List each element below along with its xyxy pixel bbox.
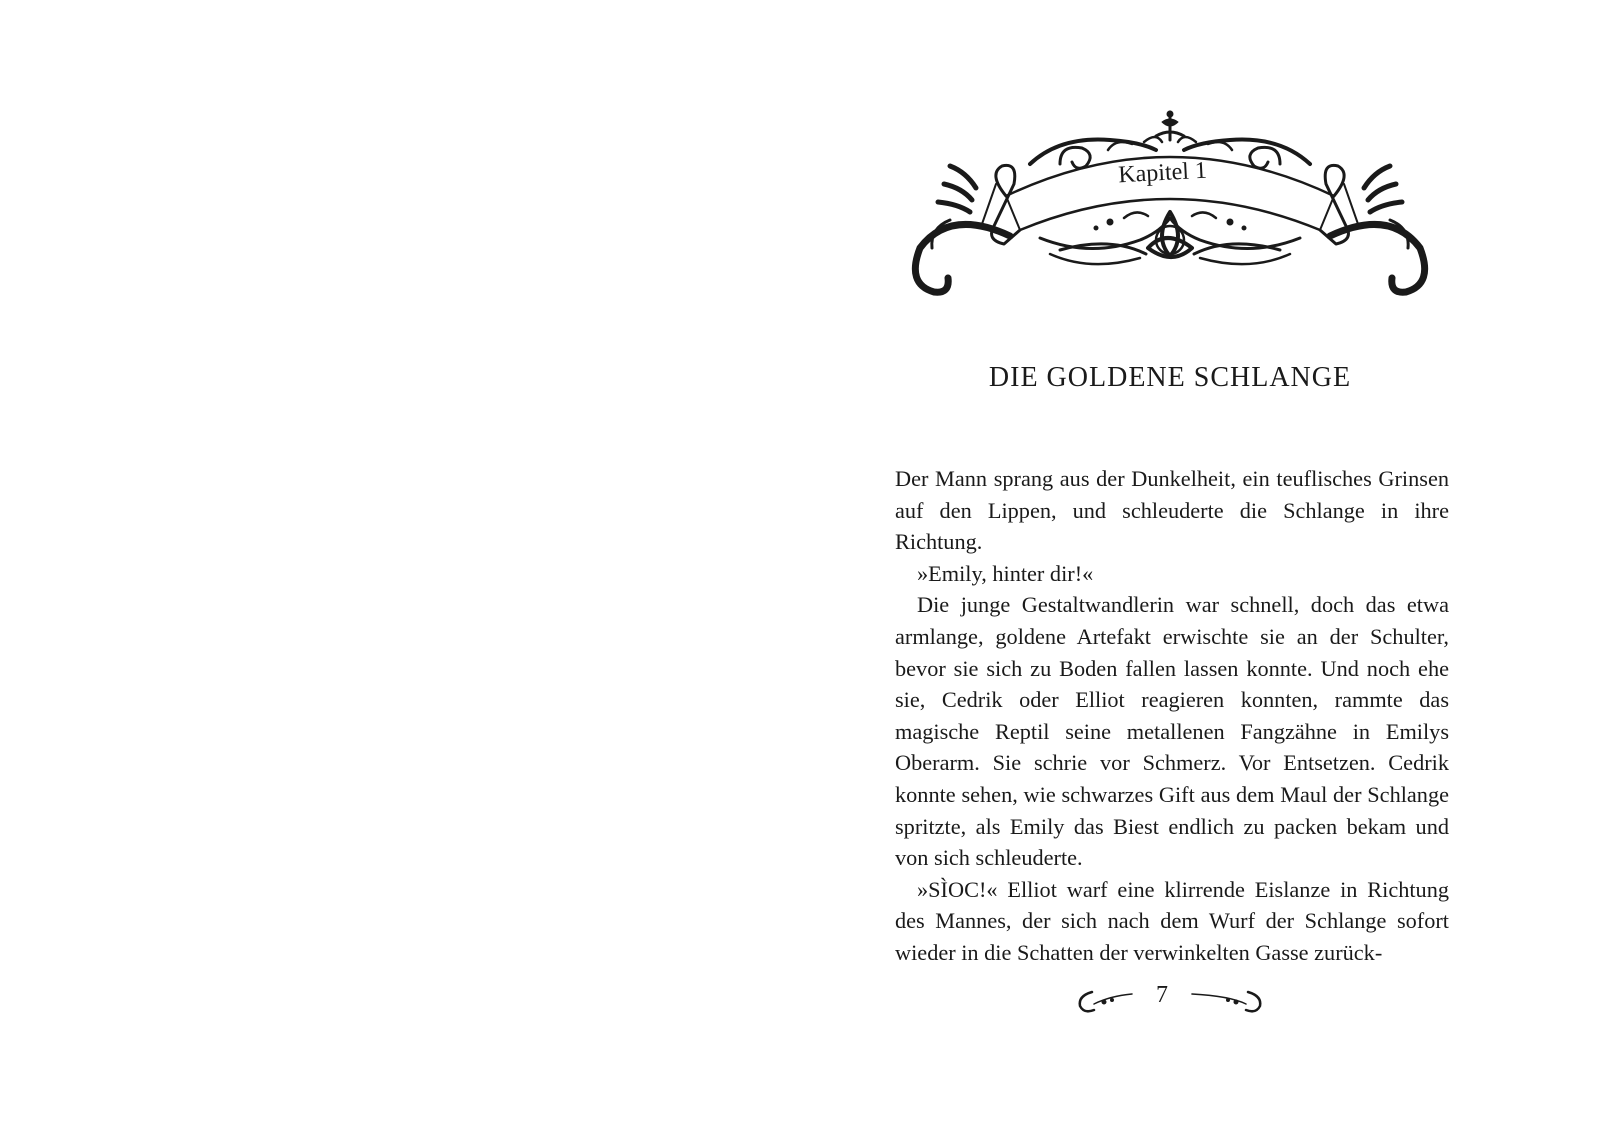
chapter-title: DIE GOLDENE SCHLANGE [988,362,1352,393]
page-number: 7 [1156,982,1168,1008]
right-flourish-icon [1192,992,1260,1011]
paragraph: »SÌOC!« Elliot warf eine klirrende Eislanze in Richtung des Mannes, der sich nach dem Wurf der Schlange sofort wieder in die Schatten der verwinkelten Gasse zurück- [895,876,1449,965]
left-flourish-icon [1080,992,1132,1011]
paragraph: Der Mann sprang aus der Dunkelheit, ein teuflisches Grinsen auf den Lippen, und schleuderte die Schlange in ihre Richtung. [895,466,1449,555]
chapter-ornament [910,108,1430,308]
page-footer [1070,978,1270,1028]
crown-finial-icon [1144,111,1196,142]
chapter-label: Kapitel 1 [1117,157,1208,189]
paragraph: »Emily, hinter dir!« [917,560,1094,586]
right-page [800,0,1600,1131]
chapter-body [895,463,1449,969]
paragraph: Die junge Gestaltwandlerin war schnell, doch das etwa armlange, goldene Artefakt erwischte sie an der Schulter, bevor sie sich zu Boden fallen lassen konnte. Und noch ehe sie, Cedrik oder Elliot reagieren konnten, rammte das magische Reptil seine metallenen Fangzähne in Emilys Oberarm. Sie schrie vor Schmerz. Vor Entsetzen. Cedrik konnte sehen, wie schwarzes Gift aus dem Maul der Schlange spritzte, als Emily das Biest endlich zu packen bekam und von sich schleuderte. [895,592,1449,871]
